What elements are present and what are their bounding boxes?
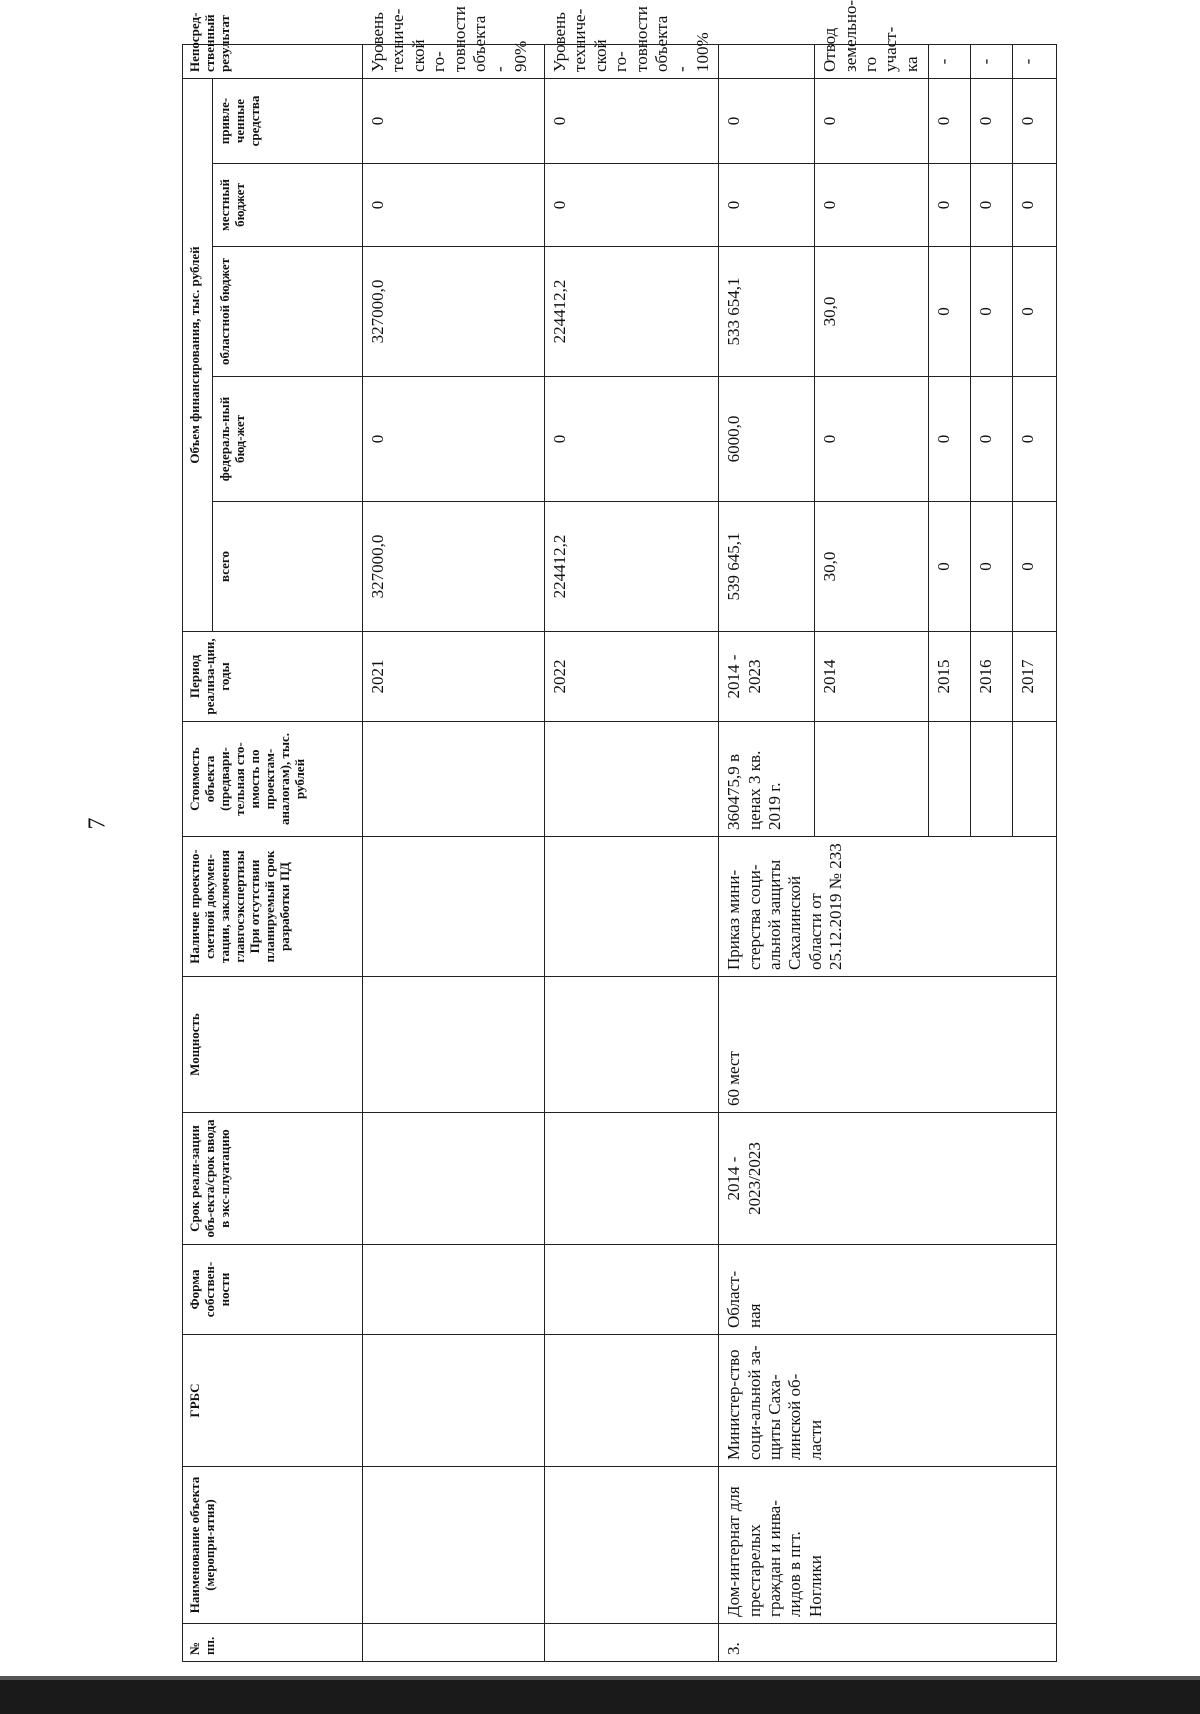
cell-term: 2014 - 2023/2023 <box>719 1113 1057 1245</box>
header-period: Период реализа-ции, годы <box>183 632 363 722</box>
header-local: местный бюджет <box>213 164 363 247</box>
cell-regional: 0 <box>929 247 971 377</box>
cell-name <box>363 1467 545 1624</box>
cell-regional: 30,0 <box>815 247 929 377</box>
cell-result: - <box>929 44 971 78</box>
header-result: Непосред-ственный результат <box>183 44 363 78</box>
cell-grbs <box>545 1335 719 1467</box>
cell-result: - <box>1013 44 1057 78</box>
header-row-1 <box>183 44 213 1661</box>
cell-grbs: Министер-ство соци-альной за-щиты Саха-линской об-ласти <box>719 1335 1057 1467</box>
cell-total: 327000,0 <box>363 502 545 632</box>
cell-ownership: Област-ная <box>719 1245 1057 1335</box>
cell-regional: 224412,2 <box>545 247 719 377</box>
scan-edge-bar <box>0 1680 1200 1714</box>
cell-cost <box>929 722 971 837</box>
cell-total: 0 <box>1013 502 1057 632</box>
cell-total: 30,0 <box>815 502 929 632</box>
cell-regional: 0 <box>971 247 1013 377</box>
cell-num: 3. <box>719 1624 1057 1662</box>
cell-period: 2017 <box>1013 632 1057 722</box>
header-design-docs: Наличие проектно-сметной докумен-тации, заключения главгосэкспертизы При отсутствии планируемый срок разработки ПД <box>183 837 363 977</box>
header-capacity: Мощность <box>183 977 363 1113</box>
cell-local: 0 <box>815 164 929 247</box>
cell-num <box>363 1624 545 1662</box>
cell-capacity: 60 мест <box>719 977 1057 1113</box>
cell-period: 2021 <box>363 632 545 722</box>
header-attracted: привле-ченные средства <box>213 78 363 163</box>
header-total: всего <box>213 502 363 632</box>
cell-attracted: 0 <box>719 78 815 163</box>
cell-total: 539 645,1 <box>719 502 815 632</box>
header-num: № пп. <box>183 1624 363 1662</box>
cell-federal: 0 <box>929 377 971 502</box>
cell-attracted: 0 <box>363 78 545 163</box>
cell-capacity <box>545 977 719 1113</box>
cell-design-docs: Приказ мини-стерства соци-альной защиты Сахалинской области от 25.12.2019 № 233 <box>719 837 1057 977</box>
cell-period: 2014 <box>815 632 929 722</box>
cell-result <box>719 44 815 78</box>
cell-attracted: 0 <box>815 78 929 163</box>
cell-term <box>545 1113 719 1245</box>
cell-attracted: 0 <box>929 78 971 163</box>
rotated-table-container <box>182 0 1038 1662</box>
cell-cost <box>1013 722 1057 837</box>
table-row-2021 <box>363 44 545 1661</box>
header-ownership: Форма собствен-ности <box>183 1245 363 1335</box>
cell-federal: 0 <box>1013 377 1057 502</box>
header-regional: областной бюджет <box>213 247 363 377</box>
cell-result: - <box>971 44 1013 78</box>
table-row-item3-total <box>719 44 815 1661</box>
cell-period: 2016 <box>971 632 1013 722</box>
header-cost: Стоимость объекта (предвари-тельная сто-имость по проектам-аналогам), тыс. рублей <box>183 722 363 837</box>
cell-federal: 0 <box>971 377 1013 502</box>
cell-period: 2022 <box>545 632 719 722</box>
cell-capacity <box>363 977 545 1113</box>
cell-period: 2015 <box>929 632 971 722</box>
cell-local: 0 <box>1013 164 1057 247</box>
cell-total: 224412,2 <box>545 502 719 632</box>
cell-name: Дом-интернат для престарелых граждан и инва-лидов в пгт. Ноглики <box>719 1467 1057 1624</box>
cell-design-docs <box>545 837 719 977</box>
header-funding: Объем финансирования, тыс. рублей <box>183 78 213 631</box>
header-federal: федераль-ный бюд-жет <box>213 377 363 502</box>
cell-local: 0 <box>545 164 719 247</box>
header-name: Наименование объекта (меропри-ятия) <box>183 1467 363 1624</box>
cell-period: 2014 - 2023 <box>719 632 815 722</box>
cell-local: 0 <box>719 164 815 247</box>
cell-local: 0 <box>929 164 971 247</box>
cell-ownership <box>363 1245 545 1335</box>
page-number: 7 <box>84 817 111 830</box>
cell-regional: 0 <box>1013 247 1057 377</box>
cell-result: Уровень техниче-ской го-товности объекта - 100% <box>545 44 719 78</box>
cell-federal: 0 <box>545 377 719 502</box>
cell-cost: 360475,9 в ценах 3 кв. 2019 г. <box>719 722 815 837</box>
header-term: Срок реали-зации объ-екта/срок ввода в экс-плуатацию <box>183 1113 363 1245</box>
cell-regional: 327000,0 <box>363 247 545 377</box>
cell-num <box>545 1624 719 1662</box>
cell-cost <box>971 722 1013 837</box>
cell-ownership <box>545 1245 719 1335</box>
cell-result: Уровень техниче-ской го-товности объекта - 90% <box>363 44 545 78</box>
cell-cost <box>545 722 719 837</box>
cell-federal: 0 <box>815 377 929 502</box>
cell-result: Отвод земельно-го участ-ка <box>815 44 929 78</box>
cell-term <box>363 1113 545 1245</box>
table-row-2022 <box>545 44 719 1661</box>
cell-cost <box>815 722 929 837</box>
cell-name <box>545 1467 719 1624</box>
cell-regional: 533 654,1 <box>719 247 815 377</box>
cell-federal: 6000,0 <box>719 377 815 502</box>
cell-attracted: 0 <box>1013 78 1057 163</box>
cell-design-docs <box>363 837 545 977</box>
cell-attracted: 0 <box>545 78 719 163</box>
cell-total: 0 <box>929 502 971 632</box>
cell-local: 0 <box>971 164 1013 247</box>
cell-cost <box>363 722 545 837</box>
cell-attracted: 0 <box>971 78 1013 163</box>
cell-federal: 0 <box>363 377 545 502</box>
financing-table <box>182 0 1057 1662</box>
cell-total: 0 <box>971 502 1013 632</box>
cell-local: 0 <box>363 164 545 247</box>
cell-grbs <box>363 1335 545 1467</box>
header-grbs: ГРБС <box>183 1335 363 1467</box>
